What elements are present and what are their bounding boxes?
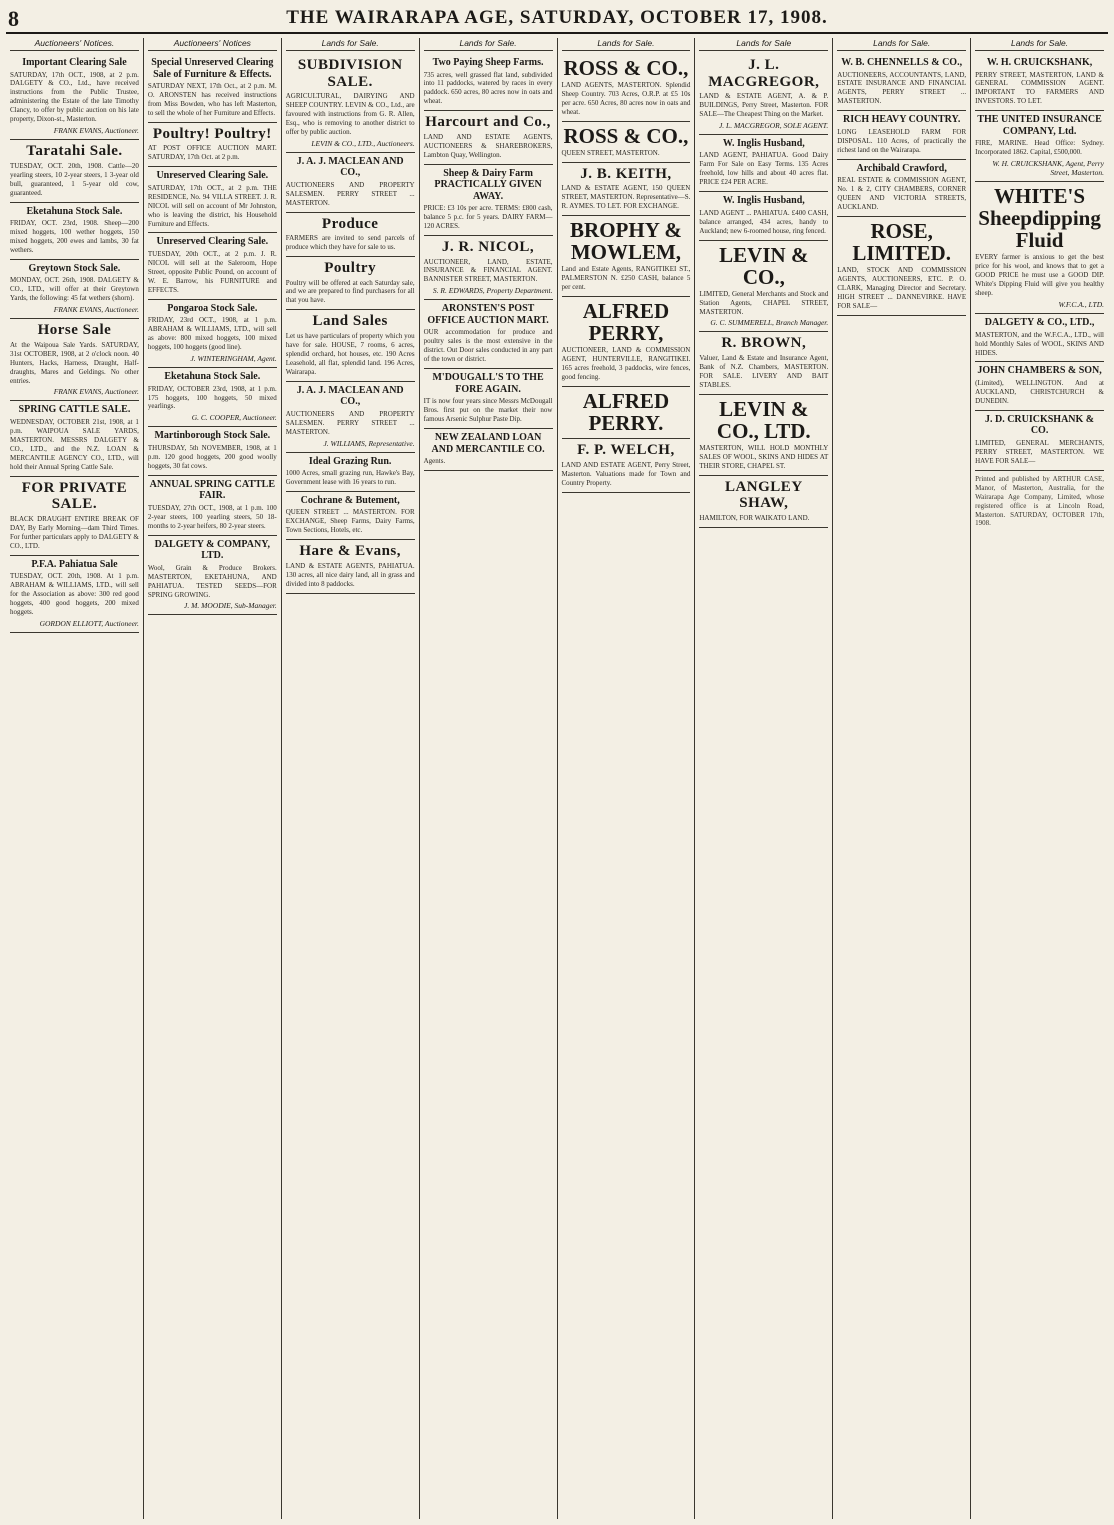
ad-body: SATURDAY NEXT, 17th Oct., at 2 p.m. M. O. ARONSTEN has received instructions from Miss Bowden, who has left Masterton, to sell the whole of her Furniture and Effects. bbox=[147, 82, 277, 117]
ad-title: WHITE'S Sheepdipping Fluid bbox=[978, 184, 1101, 253]
advertisement bbox=[699, 241, 828, 333]
ad-body: FRIDAY, OCT. 23rd, 1908. Sheep—200 mixed hoggets, 100 wether hoggets, 150 mixed hoggets, 200 ewes and lambs, 30 fat wethers. bbox=[10, 219, 139, 254]
advertisement bbox=[10, 401, 139, 476]
ad-body: AT POST OFFICE AUCTION MART. SATURDAY, 17th Oct. at 2 p.m. bbox=[147, 144, 277, 162]
ad-title: R. BROWN, bbox=[721, 335, 807, 352]
ad-body: LAND & ESTATE AGENT, A. & P. BUILDINGS, Perry Street, Masterton. FOR SALE—The Cheapest Thing on the Market. bbox=[699, 92, 829, 118]
newspaper-columns bbox=[6, 38, 1108, 1519]
advertisement bbox=[562, 387, 691, 439]
ad-title: Eketahuna Stock Sale. bbox=[26, 205, 123, 217]
ad-title: THE UNITED INSURANCE COMPANY, Ltd. bbox=[977, 114, 1102, 137]
advertisement bbox=[975, 362, 1104, 410]
advertisement bbox=[975, 182, 1104, 314]
advertisement bbox=[424, 165, 553, 236]
advertisement bbox=[424, 54, 553, 111]
ad-body: Agents. bbox=[423, 457, 446, 466]
ad-body: EVERY farmer is anxious to get the best price for his wool, and knows that to get a GOOD PRICE he must use a GOOD DIP. White's Dipping Fluid will give you healthy sheep. bbox=[975, 253, 1104, 298]
ad-body: LIMITED, General Merchants and Stock and Station Agents, CHAPEL STREET, MASTERTON. bbox=[699, 289, 829, 316]
ad-signature: J. M. MOODIE, Sub-Manager. bbox=[184, 601, 277, 611]
ad-body: LIMITED, GENERAL MERCHANTS, PERRY STREET, MASTERTON. WE HAVE FOR SALE— bbox=[975, 438, 1104, 465]
ad-body: AGRICULTURAL, DAIRYING AND SHEEP COUNTRY. LEVIN & CO., Ltd., are favoured with instructions from G. R. Allen, Esq., who is removing to another district to offer by public auction. bbox=[285, 92, 415, 136]
advertisement bbox=[286, 540, 415, 593]
ad-title: J. A. J. MACLEAN AND CO., bbox=[296, 155, 404, 179]
advertisement bbox=[837, 160, 966, 217]
ad-body: IT is now four years since Messrs McDougall Bros. first put on the market their now famous Arsenic Sulphur Paste Dip. bbox=[423, 397, 553, 424]
advertisement bbox=[148, 233, 277, 299]
ad-signature: W. H. CRUICKSHANK, Agent, Perry Street, Masterton. bbox=[992, 159, 1104, 178]
ad-title: Harcourt and Co., bbox=[425, 114, 551, 131]
ad-title: Ideal Grazing Run. bbox=[308, 455, 392, 467]
advertisement bbox=[10, 319, 139, 401]
ad-signature: FRANK EVANS, Auctioneer. bbox=[53, 126, 139, 136]
ad-body: At the Waipoua Sale Yards. SATURDAY, 31st OCTOBER, 1908, at 2 o'clock noon. 40 Hunters, Hacks, Harness, Draught, Half-draughts, Mares and Geldings. No other entries. bbox=[10, 340, 139, 385]
ad-body: FARMERS are invited to send parcels of produce which they have for sale to us. bbox=[285, 234, 415, 252]
advertisement bbox=[286, 213, 415, 257]
ad-title: J. D. CRUICKSHANK & CO. bbox=[984, 413, 1095, 437]
advertisement bbox=[837, 54, 966, 111]
newspaper-title: THE WAIRARAPA AGE, SATURDAY, OCTOBER 17, 1908. bbox=[286, 7, 828, 28]
column-4 bbox=[420, 38, 558, 1519]
advertisement bbox=[148, 536, 277, 616]
column-7 bbox=[833, 38, 971, 1519]
ad-signature: J. WILLIAMS, Representative. bbox=[323, 438, 415, 448]
ad-title: Taratahi Sale. bbox=[26, 143, 123, 160]
ad-body: 1000 Acres, small grazing run, Hawke's Bay, Government lease with 16 years to run. bbox=[285, 469, 415, 486]
ad-body: LAND AGENTS, MASTERTON. Splendid Sheep Country. 703 Acres, O.R.P. at £5 10s per acre. 650 Acres, 80 acres now in oats and wheat. bbox=[561, 81, 691, 116]
ad-title: RICH HEAVY COUNTRY. bbox=[843, 114, 961, 126]
advertisement bbox=[10, 140, 139, 202]
advertisement bbox=[562, 54, 691, 122]
ad-signature: G. C. COOPER, Auctioneer. bbox=[191, 413, 277, 423]
advertisement bbox=[562, 163, 691, 216]
column-header: Auctioneers' Notices bbox=[148, 38, 277, 51]
ad-body: FRIDAY, OCTOBER 23rd, 1908, at 1 p.m. 175 hoggets, 100 hoggets, 50 mixed yearlings. bbox=[147, 384, 277, 411]
ad-title: DALGETY & CO., LTD., bbox=[984, 317, 1095, 329]
ad-signature: G. C. SUMMERELL, Branch Manager. bbox=[710, 318, 829, 328]
advertisement bbox=[286, 453, 415, 492]
ad-title: Sheep & Dairy Farm PRACTICALLY GIVEN AWAY. bbox=[434, 167, 542, 202]
ad-title: Two Paying Sheep Farms. bbox=[432, 57, 544, 68]
ad-title: Horse Sale bbox=[37, 322, 112, 339]
column-8 bbox=[971, 38, 1108, 1519]
ad-signature: GORDON ELLIOTT, Auctioneer. bbox=[39, 618, 139, 628]
advertisement bbox=[286, 492, 415, 540]
advertisement bbox=[10, 54, 139, 140]
ad-title: DALGETY & COMPANY, LTD. bbox=[154, 538, 271, 562]
ad-signature: LEVIN & CO., LTD., Auctioneers. bbox=[311, 138, 415, 148]
ad-title: Poultry bbox=[324, 260, 377, 277]
ad-body: WEDNESDAY, OCTOBER 21st, 1908, at 1 p.m. WAIPOUA SALE YARDS, MASTERTON. MESSRS DALGETY & CO., LTD., and the N.Z. LOAN & MERCANTILE AGENCY CO., LTD., will hold their Annual Spring Cattle Sale. bbox=[10, 417, 139, 471]
ad-title: W. B. CHENNELLS & CO., bbox=[841, 57, 963, 68]
ad-body: QUEEN STREET, MASTERTON. bbox=[561, 148, 660, 157]
ad-body: PERRY STREET, MASTERTON, LAND & GENERAL COMMISSION AGENT. IMPORTANT TO FARMERS AND INVESTORS. TO LET. bbox=[975, 70, 1104, 106]
ad-body: (Limited), WELLINGTON. And at AUCKLAND, CHRISTCHURCH & DUNEDIN. bbox=[975, 378, 1104, 405]
ad-body: Poultry will be offered at each Saturday sale, and we are prepared to find purchasers for all that you have. bbox=[285, 278, 415, 305]
advertisement bbox=[699, 476, 828, 528]
ad-title: F. P. WELCH, bbox=[577, 442, 675, 459]
imprint: Printed and published by ARTHUR CASE, Manor, of Masterton, Australia, for the Wairarapa Age Company, Limited, whose registered office is at Lincoln Road, Masterton. SATURDAY, OCTOBER 17th, 1908. bbox=[975, 474, 1104, 528]
advertisement bbox=[562, 297, 691, 387]
ad-title: LEVIN & CO., bbox=[719, 242, 809, 289]
ad-title: Hare & Evans, bbox=[299, 543, 402, 560]
column-3 bbox=[282, 38, 420, 1519]
ad-body: TUESDAY, 20th OCT., at 2 p.m. J. R. NICOL will sell at the Saleroom, Hope Street, opposite Public Pound, on account of W. E. Barrow, his FURNITURE and EFFECTS. bbox=[147, 249, 277, 294]
ad-body: TUESDAY, 27th OCT., 1908, at 1 p.m. 100 2-year steers, 100 yearling steers, 50 18-months to 2-year heifers, 80 2-year steers. bbox=[147, 503, 277, 530]
advertisement bbox=[148, 427, 277, 475]
advertisement bbox=[10, 203, 139, 260]
column-header: Lands for Sale. bbox=[562, 38, 691, 51]
ad-title: Martinborough Stock Sale. bbox=[154, 430, 271, 442]
advertisement bbox=[148, 123, 277, 167]
advertisement bbox=[837, 217, 966, 316]
advertisement bbox=[699, 135, 828, 192]
ad-title: Pongaroa Stock Sale. bbox=[167, 302, 258, 314]
ad-body: FIRE, MARINE. Head Office: Sydney. Incorporated 1862. Capital, £500,000. bbox=[975, 139, 1104, 157]
ad-title: ROSS & CO., bbox=[563, 56, 689, 80]
ad-body: LAND & ESTATE AGENT, 150 QUEEN STREET, MASTERTON. Representative—S. R. AYMES. TO LET. FOR EXCHANGE. bbox=[561, 184, 691, 211]
advertisement bbox=[699, 395, 828, 476]
advertisement bbox=[424, 300, 553, 369]
ad-title: J. A. J. MACLEAN AND CO., bbox=[296, 384, 404, 408]
advertisement bbox=[148, 476, 277, 536]
advertisement bbox=[699, 192, 828, 240]
advertisement bbox=[148, 300, 277, 368]
ad-title: Cochrane & Butement, bbox=[300, 494, 400, 506]
advertisement bbox=[148, 167, 277, 233]
ad-body: AUCTIONEER, LAND, ESTATE, INSURANCE & FINANCIAL AGENT. BANNISTER STREET, MASTERTON. bbox=[423, 257, 553, 284]
advertisement bbox=[562, 122, 691, 163]
masthead bbox=[6, 4, 1108, 34]
advertisement bbox=[975, 314, 1104, 362]
ad-signature: W.F.C.A., LTD. bbox=[1058, 300, 1104, 310]
column-1 bbox=[6, 38, 144, 1519]
column-header: Lands for Sale bbox=[699, 38, 828, 51]
advertisement bbox=[562, 216, 691, 297]
ad-title: ANNUAL SPRING CATTLE FAIR. bbox=[149, 478, 275, 502]
ad-body: Valuer, Land & Estate and Insurance Agent, Bank of N.Z. Chambers, MASTERTON. FOR SALE. LIVERY AND BAIT STABLES. bbox=[699, 353, 829, 389]
ad-body: PRICE: £3 10s per acre. TERMS: £800 cash, balance 5 p.c. for 5 years. DAIRY FARM—120 ACRES. bbox=[423, 204, 553, 231]
ad-title: Poultry! Poultry! bbox=[152, 125, 272, 142]
ad-signature: J. L. MACGREGOR, SOLE AGENT. bbox=[718, 120, 829, 130]
ad-body: SATURDAY, 17th OCT., at 2 p.m. THE RESIDENCE, No. 94 VILLA STREET. J. R. NICOL will sell on account of Mr Johnston, who is leaving the district, his Household Furniture and Effects. bbox=[147, 183, 277, 228]
column-header: Lands for Sale. bbox=[286, 38, 415, 51]
advertisement bbox=[699, 54, 828, 135]
ad-body: Land and Estate Agents, RANGITIKEI ST., PALMERSTON N. £250 CASH, balance 5 per cent. bbox=[561, 265, 691, 292]
ad-title: M'DOUGALL'S TO THE FORE AGAIN. bbox=[432, 372, 544, 395]
ad-body: MASTERTON, WILL HOLD MONTHLY SALES OF WOOL, SKINS AND HIDES AT THEIR STORE, CHAPEL ST. bbox=[699, 443, 829, 470]
ad-title: FOR PRIVATE SALE. bbox=[21, 479, 128, 513]
ad-body: AUCTIONEERS AND PROPERTY SALESMEN. PERRY STREET ... MASTERTON. bbox=[285, 409, 415, 436]
column-header: Lands for Sale. bbox=[837, 38, 966, 51]
ad-body: SATURDAY, 17th OCT., 1908, at 2 p.m. DALGETY & CO., Ltd., have received instructions from the Public Trustee, administering the Estate of the late Timothy Clancy, to offer by public auction on his late property, Dixon-st., Masterton. bbox=[10, 70, 139, 124]
ad-body: TUESDAY, OCT. 20th, 1908. Cattle—20 yearling steers, 10 2-year steers, 1 3-year old bull, guaranteed, 1 5-year old cow, guaranteed. bbox=[10, 161, 139, 197]
ad-title: ALFRED PERRY. bbox=[582, 389, 670, 436]
ad-title: ROSE, LIMITED. bbox=[852, 218, 951, 266]
advertisement bbox=[286, 257, 415, 310]
ad-title: W. H. CRUICKSHANK, bbox=[986, 57, 1093, 68]
ad-body: 735 acres, well grassed flat land, subdivided into 11 paddocks, watered by races in every paddock. 650 acres, 80 acres now in oats and wheat. bbox=[423, 70, 553, 106]
ad-title: ROSS & CO., bbox=[563, 123, 689, 148]
ad-body: REAL ESTATE & COMMISSION AGENT, No. 1 & 2, CITY CHAMBERS, CORNER QUEEN AND VICTORIA STREETS, AUCKLAND. bbox=[837, 176, 967, 212]
advertisement bbox=[562, 439, 691, 492]
advertisement bbox=[975, 111, 1104, 182]
ad-title: J. B. KEITH, bbox=[580, 165, 672, 182]
advertisement bbox=[10, 556, 139, 633]
ad-title: J. R. NICOL, bbox=[441, 239, 535, 256]
advertisement bbox=[975, 54, 1104, 111]
ad-title: Archibald Crawford, bbox=[856, 162, 947, 174]
ad-title: SUBDIVISION SALE. bbox=[297, 57, 403, 90]
ad-title: Land Sales bbox=[312, 313, 388, 330]
advertisement bbox=[286, 54, 415, 153]
ad-body: MASTERTON, and the W.F.C.A., LTD., will hold Monthly Sales of WOOL, SKINS AND HIDES. bbox=[975, 330, 1104, 357]
ad-title: Special Unreserved Clearing Sale of Furniture & Effects. bbox=[151, 57, 274, 80]
ad-title: Greytown Stock Sale. bbox=[28, 262, 121, 274]
page-number: 8 bbox=[8, 6, 19, 31]
ad-body: LAND AND ESTATE AGENTS, AUCTIONEERS & SHAREBROKERS, Lambton Quay, Wellington. bbox=[423, 132, 553, 159]
ad-body: BLACK DRAUGHT ENTIRE BREAK OF DAY, By Early Morning—dam Third Times. For further particulars apply to DALGETY & CO., LTD. bbox=[10, 514, 139, 550]
ad-body: HAMILTON, FOR WAIKATO LAND. bbox=[699, 513, 810, 522]
ad-title: JOHN CHAMBERS & SON, bbox=[977, 365, 1102, 377]
ad-signature: S. R. EDWARDS, Property Department. bbox=[432, 286, 553, 296]
ad-title: P.F.A. Pahiatua Sale bbox=[31, 558, 118, 570]
advertisement bbox=[837, 111, 966, 159]
column-header: Lands for Sale. bbox=[424, 38, 553, 51]
advertisement bbox=[975, 411, 1104, 471]
advertisement bbox=[10, 260, 139, 319]
ad-title: ALFRED PERRY, bbox=[582, 299, 670, 346]
advertisement bbox=[286, 382, 415, 453]
ad-body: LAND, STOCK AND COMMISSION AGENTS, AUCTIONEERS, ETC. P. O. CLARK, Managing Director and Secretary. HIGH STREET ... DANNEVIRKE. HAVE FOR SALE— bbox=[837, 266, 967, 310]
advertisement bbox=[424, 111, 553, 164]
ad-title: ARONSTEN'S POST OFFICE AUCTION MART. bbox=[427, 303, 549, 326]
ad-title: NEW ZEALAND LOAN AND MERCANTILE CO. bbox=[431, 432, 545, 455]
ad-body: AUCTIONEERS AND PROPERTY SALESMEN. PERRY STREET ... MASTERTON. bbox=[285, 180, 415, 207]
column-6 bbox=[695, 38, 833, 1519]
ad-signature: J. WINTERINGHAM, Agent. bbox=[190, 354, 277, 364]
ad-signature: FRANK EVANS, Auctioneer. bbox=[53, 387, 139, 397]
advertisement bbox=[10, 477, 139, 556]
ad-body: LONG LEASEHOLD FARM FOR DISPOSAL. 110 Acres, of practically the richest land on the Wairarapa. bbox=[837, 127, 967, 154]
advertisement bbox=[424, 236, 553, 300]
ad-title: Unreserved Clearing Sale. bbox=[156, 170, 269, 182]
ad-title: W. Inglis Husband, bbox=[722, 195, 805, 207]
advertisement bbox=[286, 310, 415, 381]
ad-body: TUESDAY, OCT. 20th, 1908. At 1 p.m. ABRAHAM & WILLIAMS, LTD., will sell for the Association as above: 300 red good hoggets, 400 good hoggets, 200 mixed hoggets. bbox=[10, 572, 139, 616]
ad-title: W. Inglis Husband, bbox=[722, 137, 805, 149]
ad-body: LAND & ESTATE AGENTS, PAHIATUA. 130 acres, all nice dairy land, all in grass and divided into 8 paddocks. bbox=[285, 561, 415, 588]
ad-body: Wool, Grain & Produce Brokers. MASTERTON, EKETAHUNA, AND PAHIATUA. TESTED SEEDS—FOR SPRING GROWING. bbox=[147, 563, 277, 599]
ad-title: J. L. MACGREGOR, bbox=[708, 57, 820, 90]
ad-title: Important Clearing Sale bbox=[22, 57, 127, 68]
ad-body: MONDAY, OCT. 26th, 1908. DALGETY & CO., LTD., will offer at their Greytown Yards, the following: 45 fat wethers (shorn). bbox=[10, 276, 139, 303]
column-5 bbox=[558, 38, 696, 1519]
column-header: Auctioneers' Notices. bbox=[10, 38, 139, 51]
ad-title: SPRING CATTLE SALE. bbox=[18, 404, 131, 416]
column-header: Lands for Sale. bbox=[975, 38, 1104, 51]
ad-title: Unreserved Clearing Sale. bbox=[156, 236, 269, 248]
ad-title: Produce bbox=[321, 215, 379, 232]
ad-body: AUCTIONEERS, ACCOUNTANTS, LAND, ESTATE INSURANCE AND FINANCIAL AGENTS, PERRY STREET ... MASTERTON. bbox=[837, 70, 967, 106]
ad-title: Eketahuna Stock Sale. bbox=[164, 371, 261, 383]
advertisement bbox=[424, 429, 553, 471]
ad-body: AUCTIONEER, LAND & COMMISSION AGENT, HUNTERVILLE, RANGITIKEI. 165 acres freehold, 3 paddocks, wire fences, good fencing. bbox=[561, 346, 691, 382]
ad-body: LAND AGENT, PAHIATUA. Good Dairy Farm For Sale on Easy Terms. 135 Acres freehold, low hills and about 40 acres flat. PRICE £24 PER ACRE. bbox=[699, 151, 829, 187]
ad-title: LEVIN & CO., LTD. bbox=[716, 396, 811, 443]
ad-body: THURSDAY, 5th NOVEMBER, 1908, at 1 p.m. 120 good hoggets, 200 good woolly hoggets, 30 fat cows. bbox=[147, 443, 277, 470]
advertisement bbox=[699, 332, 828, 394]
ad-body: LAND AND ESTATE AGENT, Perry Street, Masterton. Valuations made for Town and Country Property. bbox=[561, 460, 691, 487]
ad-signature: FRANK EVANS, Auctioneer. bbox=[53, 305, 139, 315]
ad-body: Let us have particulars of property which you have for sale. HOUSE, 7 rooms, 6 acres, splendid orchard, hot houses, etc. 190 Acres Leasehold, all flat, splendid land. 196 Acres, Wairarapa. bbox=[285, 331, 415, 376]
ad-title: LANGLEY SHAW, bbox=[724, 478, 803, 512]
ad-body: LAND AGENT ... PAHIATUA. £400 CASH, balance arranged, 434 acres, handy to Auckland; new 6-roomed house, ring fenced. bbox=[699, 208, 829, 235]
advertisement bbox=[286, 153, 415, 213]
column-2 bbox=[144, 38, 282, 1519]
advertisement bbox=[424, 369, 553, 429]
ad-title: BROPHY & MOWLEM, bbox=[570, 218, 682, 265]
ad-body: OUR accommodation for produce and poultry sales is the most extensive in the district. Out Door sales conducted in any part of the town or district. bbox=[423, 328, 553, 364]
ad-body: QUEEN STREET ... MASTERTON. FOR EXCHANGE, Sheep Farms, Dairy Farms, Town Sections, Hotels, etc. bbox=[285, 508, 415, 535]
ad-body: FRIDAY, 23rd OCT., 1908, at 1 p.m. ABRAHAM & WILLIAMS, LTD., will sell as above: 800 mixed hoggets, 100 mixed hoggets, 100 hoggets (good line). bbox=[147, 316, 277, 352]
advertisement bbox=[148, 368, 277, 427]
advertisement bbox=[148, 54, 277, 123]
